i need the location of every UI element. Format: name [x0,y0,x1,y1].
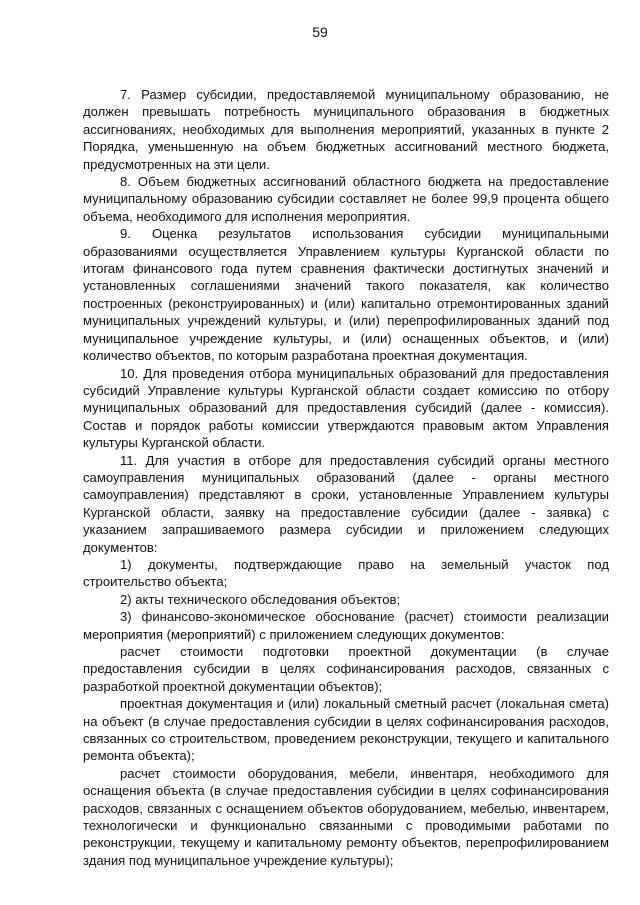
paragraph-7-subsidy-size: 7. Размер субсидии, предоставляемой муниципальному образованию, не должен превышать потребность муниципального образования в бюджетных ассигнованиях, необходимых для выполнения мероприятий, указанных в пункте 2 Порядка, уменьшенную на объем бюджетных ассигнований местного бюджета, предусмотренных на эти цели. [83,87,609,172]
paragraph-10-commission: 10. Для проведения отбора муниципальных образований для предоставления субсидий Управление культуры Курганской области создает комиссию по отбору муниципальных образований для предоставления субсидий (далее - комиссия). Состав и порядок работы комиссии утверждаются правовым актом Управления культуры Курганской области. [83,365,609,451]
sub-item-design-cost: расчет стоимости подготовки проектной документации (в случае предоставления субсидии в целях софинансирования расходов, связанных с разработкой проектной документации объектов); [83,644,609,694]
sub-item-equipment-cost: расчет стоимости оборудования, мебели, инвентаря, необходимого для оснащения объекта (в случае предоставления субсидии в целях софинансирования расходов, связанных с оснащением объектов оборудованием, мебелью, инвентарем, технологически и функционально связанными с проводимыми работами по реконструкции, текущему и капитальному ремонту объектов, перепрофилированием здания под муниципальное учреждение культуры); [83,765,609,868]
list-item-inspection-acts: 2) акты технического обследования объектов; [120,591,401,607]
paragraph-8-budget-volume: 8. Объем бюджетных ассигнований областного бюджета на предоставление муниципальному образованию субсидии составляет не более 99,9 процента общего объема, необходимого для исполнения мероприятия. [83,174,609,224]
document-body [83,86,609,869]
sub-item-project-documentation: проектная документация и (или) локальный сметный расчет (локальная смета) на объект (в случае предоставления субсидии в целях софинансирования расходов, связанных со строительством, проведением реконструкции, текущего и капитального ремонта объекта); [83,696,609,764]
list-item-land-documents: 1) документы, подтверждающие право на земельный участок под строительство объекта; [83,556,609,590]
paragraph-9-evaluation: 9. Оценка результатов использования субсидии муниципальными образованиями осуществляется Управлением культуры Курганской области по итогам финансового года путем сравнения фактически достигнутых значений и установленных соглашениями значений такого показателя, как количество построенных (реконструированных) и (или) капитально отремонтированных зданий муниципальных учреждений культуры, и (или) перепрофилированных зданий под муниципальное учреждение культуры, и (или) оснащенных объектов, и (или) количество объектов, по которым разработана проектная документация. [83,226,609,364]
list-item-financial-justification: 3) финансово-экономическое обоснование (расчет) стоимости реализации мероприятия (мероприятий) с приложением следующих документов: [83,609,609,642]
page-number: 59 [312,24,328,40]
paragraph-11-application: 11. Для участия в отборе для предоставления субсидий органы местного самоуправления муниципальных образований (далее - органы местного самоуправления) представляют в сроки, установленные Управлением культуры Курганской области, заявку на предоставление субсидии (далее - заявка) с указанием запрашиваемого размера субсидии и приложением следующих документов: [83,452,609,555]
